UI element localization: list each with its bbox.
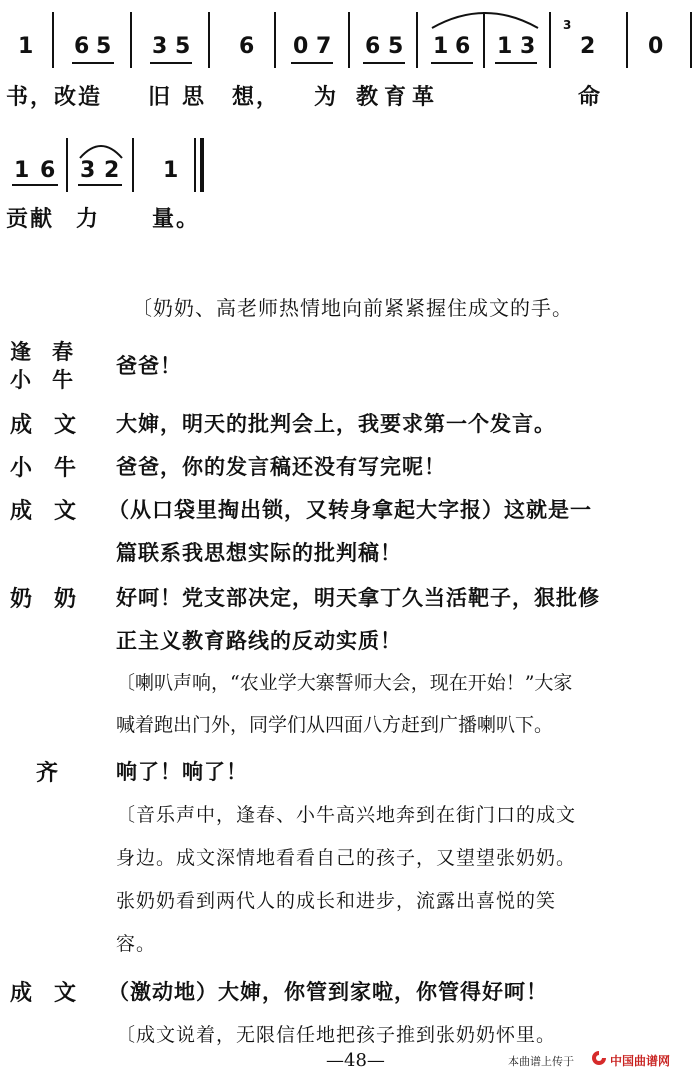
note: 5 — [96, 34, 112, 59]
stage-direction: 身边。成文深情地看看自己的孩子，又望望张奶奶。 — [116, 847, 577, 869]
beam-underline — [12, 184, 58, 186]
note: 3 — [520, 34, 536, 59]
note: 5 — [175, 34, 191, 59]
note: 6 — [239, 34, 255, 59]
stage-direction: 〔奶奶、高老师热情地向前紧紧握住成文的手。 — [132, 296, 573, 320]
note: 1 — [163, 158, 179, 183]
lyric: 旧思 — [148, 84, 217, 110]
lyric: 力 — [76, 206, 101, 232]
speaker-name: 齐 — [36, 760, 59, 786]
note: 0 — [293, 34, 309, 59]
dialogue-line: 大婶，明天的批判会上，我要求第一个发言。 — [116, 411, 556, 436]
stage-direction: 喊着跑出门外，同学们从四面八方赶到广播喇叭下。 — [116, 714, 554, 736]
stage-direction: 张奶奶看到两代人的成长和进步，流露出喜悦的笑 — [116, 890, 557, 912]
dialogue-line: 响了！响了！ — [116, 759, 248, 784]
beam-underline — [150, 62, 192, 64]
lyric: 教育革 — [356, 84, 441, 110]
note: 6 — [74, 34, 90, 59]
final-bar-line-thick — [200, 138, 204, 192]
beam-underline — [72, 62, 114, 64]
speaker-name: 成 文 — [10, 980, 77, 1006]
dialogue-line: 好呵！党支部决定，明天拿丁久当活靶子，狠批修 — [116, 585, 600, 610]
note: 1 — [14, 158, 30, 183]
bar-line — [416, 12, 418, 68]
note: 3 — [152, 34, 168, 59]
bar-line — [130, 12, 132, 68]
stage-direction: 〔成文说着，无限信任地把孩子推到张奶奶怀里。 — [116, 1024, 557, 1046]
bar-line — [690, 12, 692, 68]
beam-underline — [495, 62, 537, 64]
site-logo-text[interactable]: 中国曲谱网 — [610, 1054, 671, 1068]
note: 0 — [648, 34, 664, 59]
note: 3 — [80, 158, 96, 183]
lyric: 想， — [232, 84, 281, 110]
lyric: 量。 — [152, 206, 201, 232]
beam-underline — [431, 62, 473, 64]
dialogue-line: 正主义教育路线的反动实质！ — [116, 628, 402, 653]
note: 2 — [104, 158, 120, 183]
note: 6 — [40, 158, 56, 183]
dialogue-line: 篇联系我思想实际的批判稿！ — [116, 540, 402, 565]
dialogue-line: 爸爸！ — [116, 353, 182, 378]
grace-note: 3 — [563, 18, 572, 32]
dialogue-line: 爸爸，你的发言稿还没有写完呢！ — [116, 454, 446, 479]
note: 7 — [316, 34, 332, 59]
note: 2 — [580, 34, 596, 59]
stage-direction: 容。 — [116, 933, 157, 955]
note: 1 — [433, 34, 449, 59]
note: 5 — [388, 34, 404, 59]
bar-line — [549, 12, 551, 68]
beam-underline — [78, 184, 122, 186]
slur-arc — [428, 4, 542, 32]
speaker-name: 小 牛 — [10, 367, 73, 392]
lyric: 为 — [314, 84, 339, 110]
dialogue-line: （激动地）大婶，你管到家啦，你管得好呵！ — [108, 979, 548, 1004]
stage-direction: 〔音乐声中，逢春、小牛高兴地奔到在街门口的成文 — [116, 804, 577, 826]
bar-line — [626, 12, 628, 68]
bar-line — [348, 12, 350, 68]
slur-arc — [76, 138, 126, 160]
note: 1 — [497, 34, 513, 59]
lyric: 命 — [578, 84, 603, 110]
speaker-name: 成 文 — [10, 498, 77, 524]
bar-line — [66, 138, 68, 192]
beam-underline — [291, 62, 333, 64]
bar-line — [208, 12, 210, 68]
beam-underline — [363, 62, 405, 64]
stage-direction: 〔喇叭声响，“农业学大寨誓师大会，现在开始！”大家 — [116, 672, 573, 694]
note: 1 — [18, 34, 34, 59]
note: 6 — [365, 34, 381, 59]
source-text: 本曲谱上传于 — [508, 1055, 574, 1068]
dialogue-line: （从口袋里掏出锁，又转身拿起大字报）这就是一 — [108, 497, 592, 522]
page-number: —48— — [326, 1050, 385, 1071]
site-logo-icon — [590, 1050, 608, 1070]
final-bar-line — [194, 138, 196, 192]
speaker-name: 逢 春 — [10, 339, 73, 364]
bar-line — [52, 12, 54, 68]
speaker-name: 奶 奶 — [10, 586, 77, 612]
bar-line — [274, 12, 276, 68]
lyric: 书，改造 — [6, 84, 103, 110]
lyric: 贡献 — [6, 206, 55, 232]
speaker-name: 小 牛 — [10, 455, 77, 481]
note: 6 — [455, 34, 471, 59]
bar-line — [132, 138, 134, 192]
speaker-name: 成 文 — [10, 412, 77, 438]
